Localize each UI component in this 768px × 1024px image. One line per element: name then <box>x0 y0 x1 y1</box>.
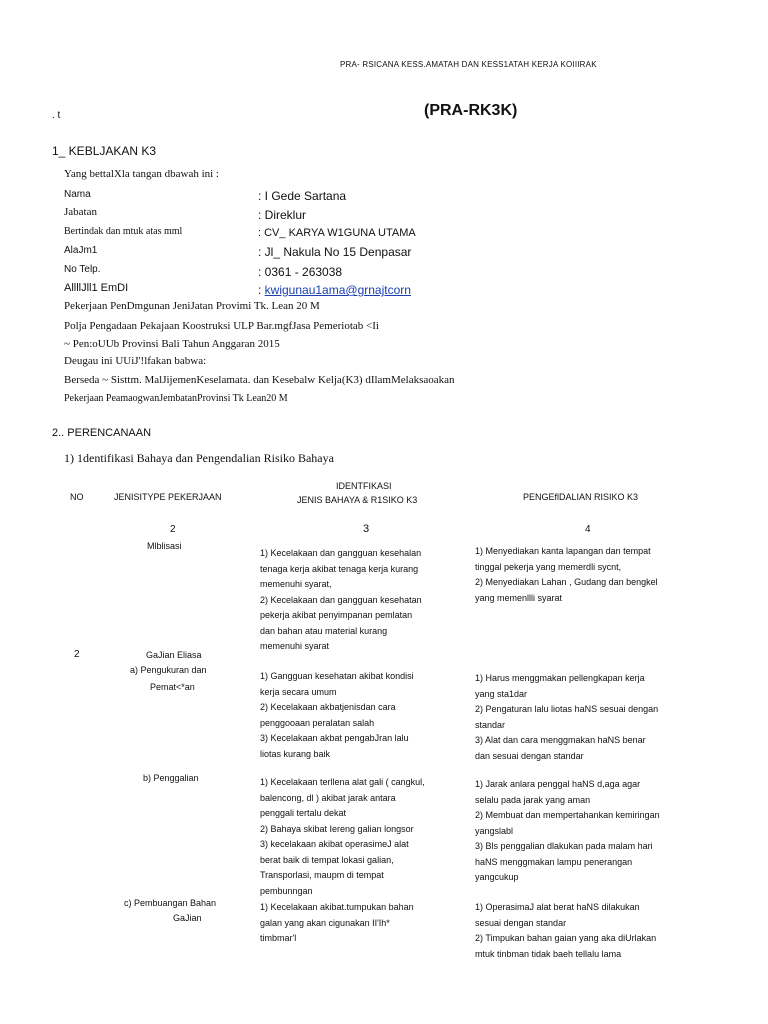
column-number: 2 <box>170 524 176 535</box>
cell-line: penggali tertalu dekat <box>260 808 347 818</box>
cell-line: sesuai dengan standar <box>475 917 567 928</box>
field-label: Nama <box>64 189 91 200</box>
cell-line: yangslabl <box>475 825 514 836</box>
cell-line: 3) kecelakaan akibat operasimeJ alat <box>260 839 409 849</box>
cell-line: dan bahan atau material kurang <box>260 625 388 636</box>
cell-line: 3) Kecelakaan akbat pengabJran lalu <box>260 733 409 743</box>
cell-line: yang sta1dar <box>475 688 528 699</box>
cell-line: 2) Menyediakan Lahan , Gudang dan bengkel <box>475 577 658 587</box>
table-cell-no: 2 <box>74 649 80 660</box>
email-field-value <box>258 283 411 297</box>
intro-text: Yang bettalXla tangan dbawah ini : <box>64 168 219 180</box>
table-cell-identifikasi <box>260 546 422 655</box>
cell-line: memenuhi syarat <box>260 641 330 651</box>
cell-line: selalu pada jarak yang aman <box>475 794 591 805</box>
email-prefix: : <box>258 283 265 297</box>
table-cell-jenis: Mlblisasi <box>147 541 182 551</box>
subheading-identifikasi: 1) 1dentifikasi Bahaya dan Pengendalian Risiko Bahaya <box>64 451 334 465</box>
field-label: AlaJm1 <box>64 245 98 256</box>
cell-line: 2) Bahaya skibat Iereng galian longsor <box>260 823 414 834</box>
cell-line: tinggal pekerja yang memerdli sycnt, <box>475 561 622 572</box>
cell-line: 3) Alat dan cara menggmakan haNS benar <box>475 735 646 745</box>
table-cell-identifikasi <box>260 775 425 899</box>
cell-line: 1) OperasimaJ alat berat haNS dilakukan <box>475 902 640 912</box>
paragraph-line: Berseda ~ Sisttm. MalJijemenKeselamata. dan Kesebalw Kelja(K3) dIlamMelaksaoakan <box>64 374 455 386</box>
field-value: : 0361 - 263038 <box>258 265 343 279</box>
header-jenis-bahaya: JENIS BAHAYA & R1SIKO K3 <box>297 495 418 505</box>
paragraph-line: Polja Pengadaan Pekajaan Koostruksi ULP Bar.mgfJasa Pemeriotab <Ii <box>64 320 379 332</box>
table-cell-pengendalian <box>475 777 660 886</box>
table-cell-pengendalian <box>475 900 656 962</box>
field-value: : Direklur <box>258 208 307 222</box>
cell-line: balencong, dl ) akibat jarak antara <box>260 792 396 803</box>
running-title: PRA- RSICANA KESS.AMATAH DAN KESS1ATAH KERJA KOIIIRAK <box>340 60 597 69</box>
field-value: : CV_ KARYA W1GUNA UTAMA <box>258 227 416 239</box>
field-value: : I Gede Sartana <box>258 189 347 203</box>
cell-line: haNS menggmakan lampu penerangan <box>475 856 633 867</box>
cell-line: penggooaan peralatan salah <box>260 717 375 728</box>
cell-line: 1) Jarak anlara penggal haNS d,aga agar <box>475 779 641 789</box>
column-number: 4 <box>585 524 591 535</box>
cell-line: kerja secara umum <box>260 686 337 697</box>
cell-line: 2) Kecelakaan dan gangguan kesehatan <box>260 594 422 605</box>
header-jenis-pekerjaan: JENISITYPE PEKERJAAN <box>114 492 222 502</box>
cell-line: 1) Kecelakaan terllena alat gali ( cangkul, <box>260 777 425 787</box>
cell-line: berat baik di tempat lokasi galian, <box>260 854 394 865</box>
field-label: AllllJll1 EmDI <box>64 282 129 294</box>
table-cell-pengendalian <box>475 671 658 764</box>
table-cell-jenis: Pemat<*an <box>150 682 195 692</box>
header-identifikasi: IDENTFIKASI <box>336 481 392 491</box>
cell-line: dan sesuai dengan standar <box>475 750 584 761</box>
cell-line: mtuk tinbman tidak baeh tellalu lama <box>475 948 622 959</box>
table-cell-jenis: c) Pembuangan Bahan <box>124 898 217 908</box>
cell-line: liotas kurang baik <box>260 748 331 759</box>
cell-line: pekerja akibat penyimpanan pemlatan <box>260 610 413 620</box>
left-mark: . t <box>52 110 61 121</box>
cell-line: timbmar'l <box>260 933 297 943</box>
paragraph-line: Pekerjaan PeamaogwanJembatanProvinsi Tk Lean20 M <box>64 393 288 404</box>
table-cell-jenis: a) Pengukuran dan <box>130 665 207 675</box>
cell-line: 2) Membuat dan mempertahankan kemiringan <box>475 810 660 820</box>
field-label: No Telp. <box>64 264 101 275</box>
cell-line: memenuhi syarat, <box>260 579 332 589</box>
cell-line: 2) Timpukan bahan gaian yang aka diUrlakan <box>475 933 657 943</box>
cell-line: 1) Menyediakan kanta lapangan dan tempat <box>475 546 651 556</box>
email-link[interactable]: kwigunau1ama@grnajtcorn <box>264 283 411 297</box>
cell-line: 1) Harus menggmakan pellengkapan kerja <box>475 673 645 683</box>
cell-line: 1) Kecelakaan akibat.tumpukan bahan <box>260 902 414 912</box>
cell-line: 2) Pengaturan lalu liotas haNS sesuai dengan <box>475 704 659 714</box>
header-no: NO <box>70 492 84 502</box>
header-pengendalian: PENGEflDALIAN RISIKO K3 <box>523 492 639 502</box>
paragraph-line: Pekerjaan PenDmgunan JeniJatan Provimi Tk. Lean 20 M <box>64 300 320 312</box>
table-cell-identifikasi <box>260 669 414 762</box>
table-cell-jenis: b) Penggalian <box>143 773 199 783</box>
cell-line: pembunngan <box>260 885 313 896</box>
field-label: Jabatan <box>64 206 97 218</box>
field-label: Bertindak dan mtuk atas mml <box>64 226 183 237</box>
field-value: : Jl_ Nakula No 15 Denpasar <box>258 245 412 259</box>
table-cell-jenis: GaJian <box>173 913 202 923</box>
table-cell-pengendalian <box>475 544 658 606</box>
cell-line: yang memenllli syarat <box>475 592 563 603</box>
cell-line: 1) Gangguan kesehatan akibat kondisi <box>260 671 414 681</box>
cell-line: Transporlasi, maupm di tempat <box>260 870 384 880</box>
cell-line: 3) Bls penggalian dlakukan pada malam hari <box>475 841 653 851</box>
column-number: 3 <box>363 523 370 535</box>
main-title: (PRA-RK3K) <box>424 102 518 119</box>
section-heading-kebijakan: 1_ KEBLJAKAN K3 <box>52 144 157 158</box>
cell-line: standar <box>475 719 506 730</box>
cell-line: tenaga kerja akibat tenaga kerja kurang <box>260 563 419 574</box>
table-cell-jenis: GaJian Eliasa <box>146 650 202 660</box>
cell-line: 1) Kecelakaan dan gangguan kesehalan <box>260 548 422 558</box>
section-heading-perencanaan: 2.. PERENCANAAN <box>52 427 152 439</box>
table-cell-identifikasi <box>260 900 414 947</box>
cell-line: 2) Kecelakaan akbatjenisdan cara <box>260 702 396 712</box>
paragraph-line: ~ Pen:oUUb Provinsi Bali Tahun Anggaran 2015 <box>64 338 280 350</box>
cell-line: yangcukup <box>475 872 519 882</box>
paragraph-line: Deugau ini UUiJ'!lfakan babwa: <box>64 355 207 367</box>
cell-line: galan yang akan cigunakan II'Ih* <box>260 917 390 928</box>
